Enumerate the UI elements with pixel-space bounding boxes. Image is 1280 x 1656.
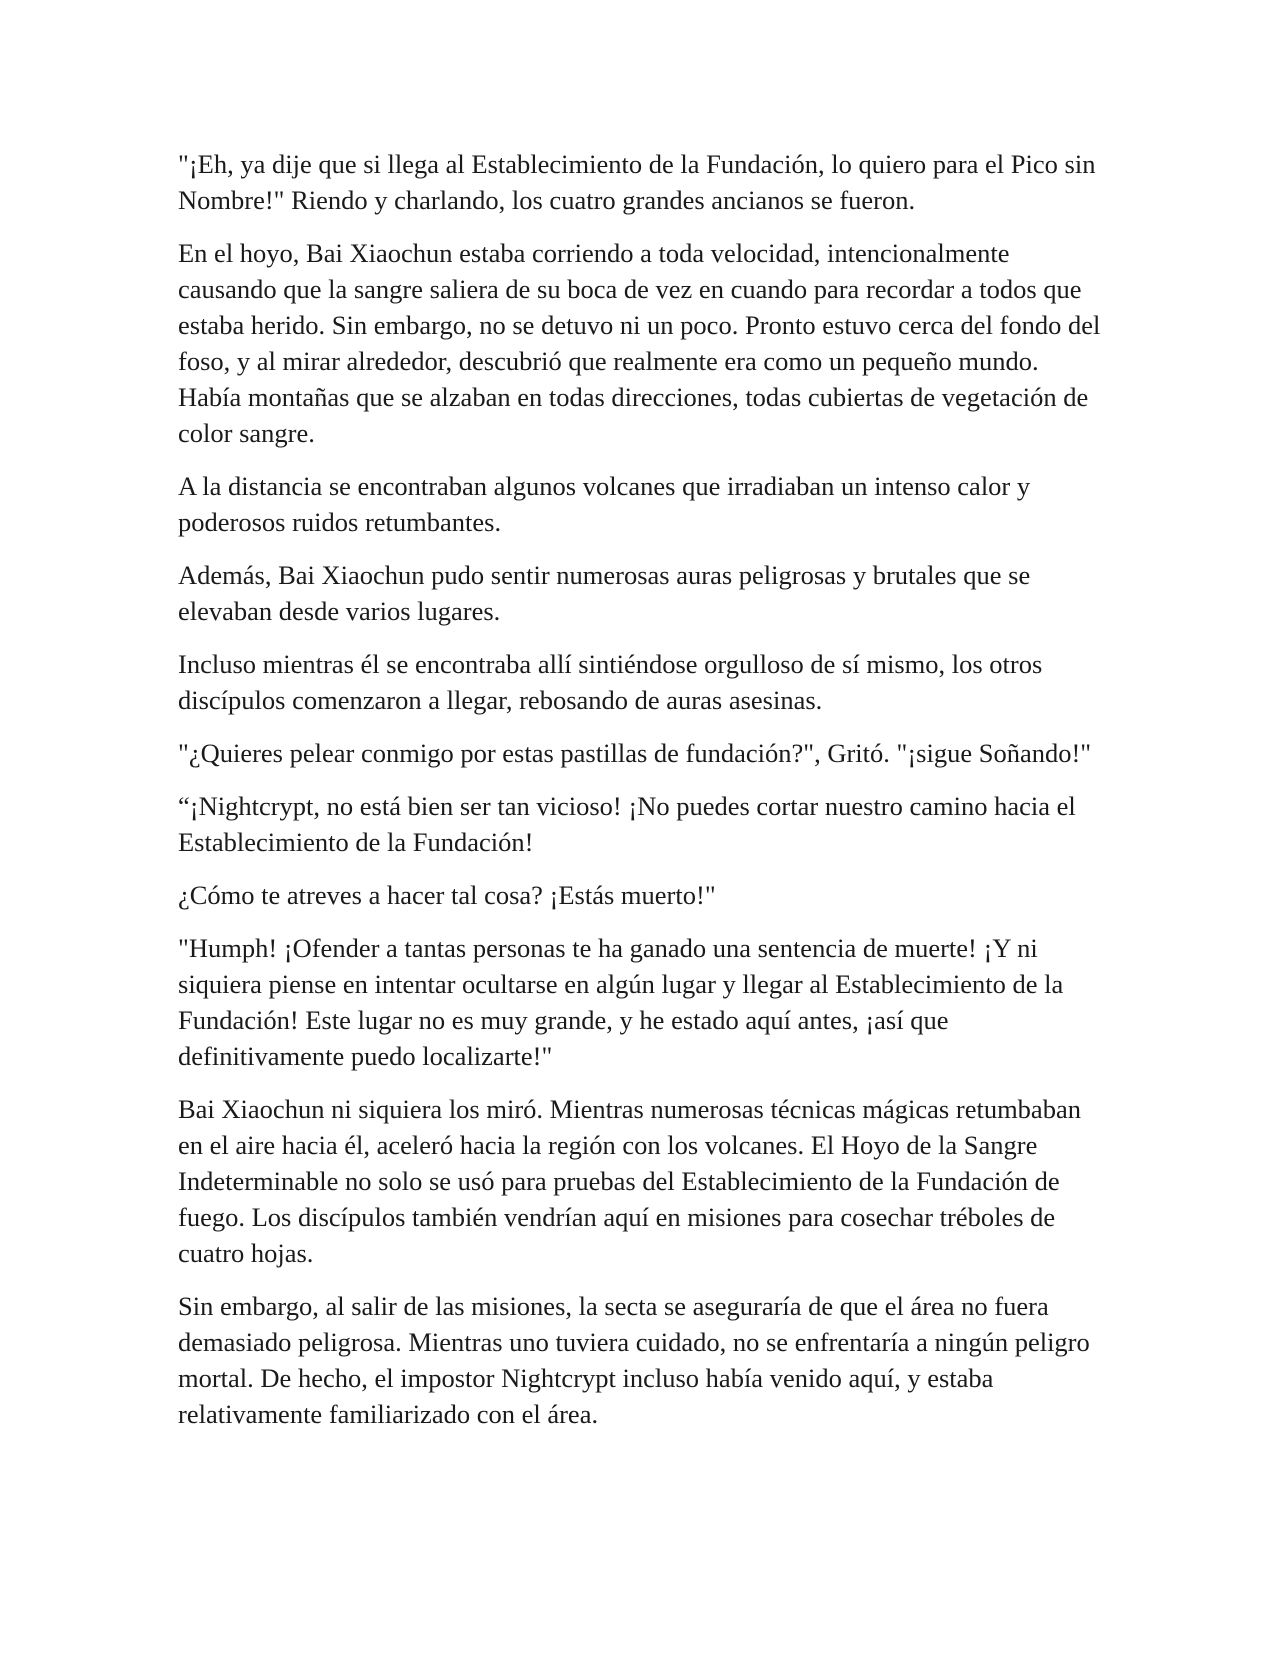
paragraph-11: Sin embargo, al salir de las misiones, la secta se aseguraría de que el área no fuera demasiado peligrosa. Mientras uno tuviera cuidado, no se enfrentaría a ningún peligro mortal. De hecho, el impostor Nightcrypt incluso había venido aquí, y estaba relativamente familiarizado con el área. xyxy=(178,1291,1090,1429)
document-body xyxy=(178,146,1108,1449)
paragraph-8: ¿Cómo te atreves a hacer tal cosa? ¡Estás muerto!" xyxy=(178,880,716,910)
paragraph-5: Incluso mientras él se encontraba allí sintiéndose orgulloso de sí mismo, los otros discípulos comenzaron a llegar, rebosando de auras asesinas. xyxy=(178,649,1043,715)
paragraph-4: Además, Bai Xiaochun pudo sentir numerosas auras peligrosas y brutales que se elevaban desde varios lugares. xyxy=(178,560,1031,626)
paragraph-2: En el hoyo, Bai Xiaochun estaba corriendo a toda velocidad, intencionalmente causando que la sangre saliera de su boca de vez en cuando para recordar a todos que estaba herido. Sin embargo, no se detuvo ni un poco. Pronto estuvo cerca del fondo del foso, y al mirar alrededor, descubrió que realmente era como un pequeño mundo. Había montañas que se alzaban en todas direcciones, todas cubiertas de vegetación de color sangre. xyxy=(178,238,1101,448)
paragraph-7: “¡Nightcrypt, no está bien ser tan vicioso! ¡No puedes cortar nuestro camino hacia el Establecimiento de la Fundación! xyxy=(178,791,1076,857)
paragraph-9: "Humph! ¡Ofender a tantas personas te ha ganado una sentencia de muerte! ¡Y ni siquiera piense en intentar ocultarse en algún lugar y llegar al Establecimiento de la Fundación! Este lugar no es muy grande, y he estado aquí antes, ¡así que definitivamente puedo localizarte!" xyxy=(178,933,1064,1071)
paragraph-6: "¿Quieres pelear conmigo por estas pastillas de fundación?", Gritó. "¡sigue Soñando!" xyxy=(178,738,1092,768)
paragraph-10: Bai Xiaochun ni siquiera los miró. Mientras numerosas técnicas mágicas retumbaban en el aire hacia él, aceleró hacia la región con los volcanes. El Hoyo de la Sangre Indeterminable no solo se usó para pruebas del Establecimiento de la Fundación de fuego. Los discípulos también vendrían aquí en misiones para cosechar tréboles de cuatro hojas. xyxy=(178,1094,1081,1268)
paragraph-3: A la distancia se encontraban algunos volcanes que irradiaban un intenso calor y poderosos ruidos retumbantes. xyxy=(178,471,1031,537)
paragraph-1: "¡Eh, ya dije que si llega al Establecimiento de la Fundación, lo quiero para el Pico sin Nombre!" Riendo y charlando, los cuatro grandes ancianos se fueron. xyxy=(178,149,1096,215)
